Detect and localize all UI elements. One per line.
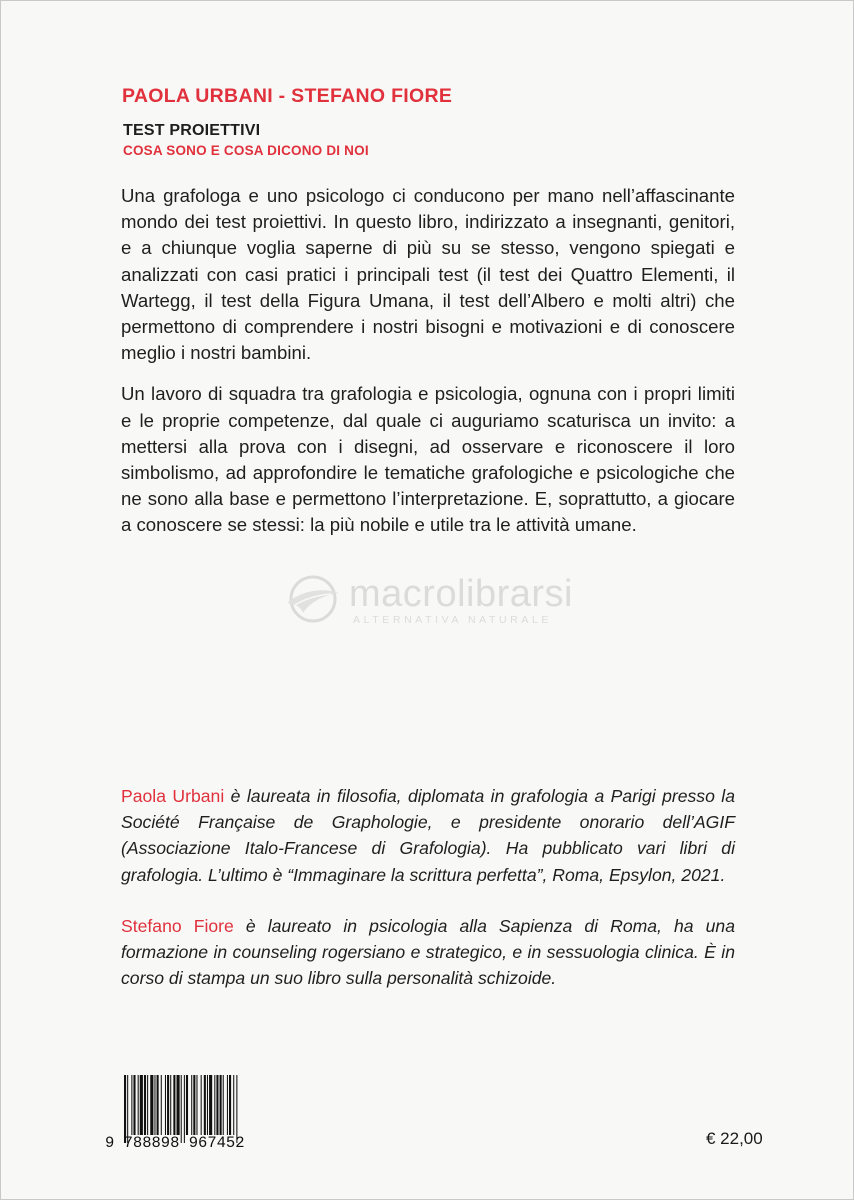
barcode-bar bbox=[150, 1075, 153, 1135]
book-price: € 22,00 bbox=[706, 1129, 763, 1148]
barcode-bar bbox=[127, 1075, 128, 1143]
bio-author-name: Paola Urbani bbox=[121, 786, 225, 806]
barcode-bar bbox=[204, 1075, 206, 1135]
barcode-bar bbox=[233, 1075, 234, 1135]
barcode-bar bbox=[220, 1075, 222, 1135]
barcode-bar bbox=[184, 1075, 185, 1143]
book-subtitle: COSA SONO E COSA DICONO DI NOI bbox=[123, 143, 369, 158]
barcode-bar bbox=[181, 1075, 182, 1143]
barcode-bar bbox=[223, 1075, 224, 1135]
barcode-bar bbox=[214, 1075, 215, 1135]
barcode-bar bbox=[154, 1075, 155, 1135]
description-paragraph-2: Un lavoro di squadra tra grafologia e psicologia, ognuna con i propri limiti e le proprie competenze, dal quale ci auguriamo scaturisca un invito: a mettersi alla prova con i disegni, ad osservare e riconoscere il loro simbolismo, ad approfondire le tematiche grafologiche e psicologiche che ne sono alla base e permettono l’interpretazione. E, soprattutto, a giocare a conoscere se stessi: la più nobile e utile tra le attività umane. bbox=[121, 383, 735, 536]
barcode-bar bbox=[147, 1075, 148, 1135]
barcode-bar bbox=[144, 1075, 146, 1135]
barcode-bar bbox=[227, 1075, 228, 1135]
authors-heading: PAOLA URBANI - STEFANO FIORE bbox=[122, 85, 453, 107]
leaf-logo-icon bbox=[281, 573, 343, 625]
barcode-bar bbox=[165, 1075, 166, 1135]
bio-author-name: Stefano Fiore bbox=[121, 916, 234, 936]
bio-text: è laureato in psicologia alla Sapienza di Roma, ha una formazione in counseling rogersiano e strategico, e in sessuologia clinica. È in corso di stampa un suo libro sulla personalità schizoide. bbox=[121, 916, 736, 989]
barcode-bar bbox=[138, 1075, 139, 1135]
barcode-bar bbox=[216, 1075, 218, 1135]
book-title: TEST PROIETTIVI bbox=[123, 122, 261, 139]
barcode-bar bbox=[191, 1075, 192, 1135]
watermark-name: macrolibrarsi bbox=[349, 573, 573, 615]
barcode-bar bbox=[167, 1075, 169, 1135]
author-bio-fiore bbox=[121, 913, 735, 992]
barcode-bar bbox=[209, 1075, 212, 1135]
barcode-bar bbox=[124, 1075, 126, 1143]
barcode-bar bbox=[186, 1075, 188, 1135]
barcode-bar bbox=[157, 1075, 159, 1135]
book-description bbox=[121, 183, 735, 554]
barcode-bar bbox=[140, 1075, 143, 1135]
barcode-bar bbox=[193, 1075, 195, 1135]
barcode-bar bbox=[177, 1075, 180, 1135]
barcode-bar bbox=[201, 1075, 202, 1135]
barcode-bar bbox=[170, 1075, 171, 1135]
barcode-bar bbox=[207, 1075, 208, 1135]
barcode-bar bbox=[229, 1075, 231, 1135]
bio-text: è laureata in filosofia, diplomata in grafologia a Parigi presso la Société Française de Graphologie, e presidente onorario dell’AGIF (Associazione Italo-Francese di Grafologia). Ha pubblicato vari libri di grafologia. L’ultimo è “Immaginare la scrittura perfetta”, Roma, Epsylon, 2021. bbox=[121, 786, 735, 885]
barcode-bar bbox=[161, 1075, 162, 1135]
macrolibrarsi-watermark bbox=[281, 571, 581, 631]
barcode-bar bbox=[173, 1075, 175, 1135]
author-bio-urbani bbox=[121, 783, 735, 888]
watermark-tagline: ALTERNATIVA NATURALE bbox=[353, 614, 552, 626]
barcode-bar bbox=[131, 1075, 132, 1135]
barcode-bar bbox=[196, 1075, 197, 1135]
description-paragraph-1: Una grafologa e uno psicologo ci conducono per mano nell’affascinante mondo dei test proiettivi. In questo libro, indirizzato a insegnanti, genitori, e a chiunque voglia saperne di più su se stesso, vengono spiegati e analizzati con casi pratici i principali test (il test dei Quattro Elementi, il Wartegg, il test della Figura Umana, il test dell’Albero e molti altri) che permettono di comprendere i nostri bisogni e motivazioni e di conoscere meglio i nostri bambini. bbox=[121, 185, 735, 364]
isbn-digits: 9 788898 967452 bbox=[105, 1134, 245, 1152]
barcode-bar bbox=[236, 1075, 237, 1143]
barcode-bar bbox=[133, 1075, 135, 1135]
